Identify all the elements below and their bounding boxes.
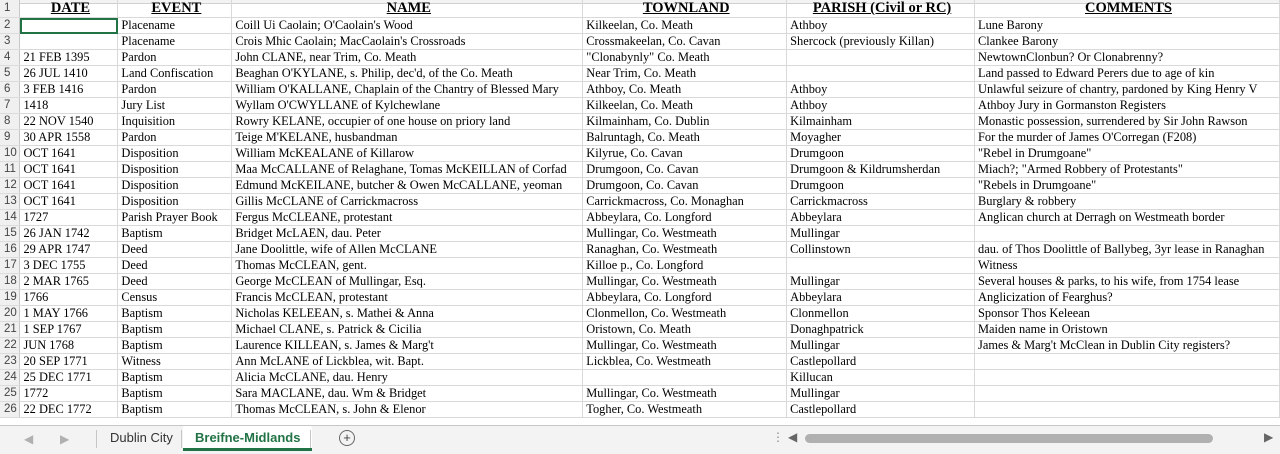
cell-name[interactable]: William McKEALANE of Killarow <box>232 146 583 162</box>
cell-comments[interactable]: Several houses & parks, to his wife, from 1754 lease <box>975 274 1280 290</box>
cell-townland[interactable]: Abbeylara, Co. Longford <box>583 210 787 226</box>
cell-comments[interactable]: Witness <box>975 258 1280 274</box>
cell-comments[interactable]: Miach?; "Armed Robbery of Protestants" <box>975 162 1280 178</box>
cell-date[interactable]: 2 MAR 1765 <box>20 274 118 290</box>
table-row <box>0 306 1280 322</box>
row-number[interactable]: 12 <box>0 178 20 194</box>
cell-townland[interactable]: Oristown, Co. Meath <box>583 322 787 338</box>
next-sheet-icon[interactable]: ▶ <box>60 432 70 446</box>
cell-townland[interactable]: Near Trim, Co. Meath <box>583 66 787 82</box>
cell-name[interactable]: Francis McCLEAN, protestant <box>232 290 583 306</box>
cell-date[interactable]: 25 DEC 1771 <box>20 370 118 386</box>
cell-townland[interactable]: Togher, Co. Westmeath <box>583 402 787 418</box>
cell-event[interactable]: Witness <box>118 354 232 370</box>
row-number[interactable]: 24 <box>0 370 20 386</box>
cell-date[interactable]: 20 SEP 1771 <box>20 354 118 370</box>
cell-parish[interactable]: Carrickmacross <box>787 194 975 210</box>
cell-parish[interactable]: Drumgoon & Kildrumsherdan <box>787 162 975 178</box>
table-row <box>0 18 1280 34</box>
tab-dublin-city[interactable]: Dublin City <box>110 430 173 445</box>
cell-name[interactable]: Teige M'KELANE, husbandman <box>232 130 583 146</box>
cell-name[interactable]: Gillis McCLANE of Carrickmacross <box>232 194 583 210</box>
horizontal-scrollbar-thumb[interactable] <box>805 434 1213 443</box>
cell-townland[interactable]: Kilyrue, Co. Cavan <box>583 146 787 162</box>
more-options-icon[interactable]: ⋮ <box>772 430 784 444</box>
header-parish[interactable]: PARISH (Civil or RC) <box>787 0 975 18</box>
tab-divider <box>310 430 311 448</box>
table-row <box>0 370 1280 386</box>
cell-townland[interactable]: Mullingar, Co. Westmeath <box>583 274 787 290</box>
cell-event[interactable]: Disposition <box>118 194 232 210</box>
cell-townland[interactable]: Killoe p., Co. Longford <box>583 258 787 274</box>
header-date[interactable]: DATE <box>20 0 118 18</box>
scroll-right-icon[interactable]: ▶ <box>1264 430 1274 444</box>
cell-comments[interactable]: Burglary & robbery <box>975 194 1280 210</box>
table-row <box>0 242 1280 258</box>
row-number[interactable]: 20 <box>0 306 20 322</box>
cell-event[interactable]: Inquisition <box>118 114 232 130</box>
cell-date[interactable]: 1418 <box>20 98 118 114</box>
prev-sheet-icon[interactable]: ◀ <box>24 432 34 446</box>
cell-comments[interactable] <box>975 402 1280 418</box>
cell-name[interactable]: Beaghan O'KYLANE, s. Philip, dec'd, of the Co. Meath <box>232 66 583 82</box>
cell-date[interactable]: 3 DEC 1755 <box>20 258 118 274</box>
cell-date[interactable]: 1 MAY 1766 <box>20 306 118 322</box>
row-number[interactable]: 16 <box>0 242 20 258</box>
cell-name[interactable]: Nicholas KELEEAN, s. Mathei & Anna <box>232 306 583 322</box>
cell-parish[interactable]: Killucan <box>787 370 975 386</box>
cell-townland[interactable]: Mullingar, Co. Westmeath <box>583 386 787 402</box>
cell-event[interactable]: Baptism <box>118 306 232 322</box>
cell-parish[interactable]: Collinstown <box>787 242 975 258</box>
cell-date[interactable] <box>20 18 118 34</box>
cell-townland[interactable]: Clonmellon, Co. Westmeath <box>583 306 787 322</box>
cell-townland[interactable]: Carrickmacross, Co. Monaghan <box>583 194 787 210</box>
cell-comments[interactable]: Athboy Jury in Gormanston Registers <box>975 98 1280 114</box>
cell-event[interactable]: Baptism <box>118 386 232 402</box>
cell-townland[interactable] <box>583 370 787 386</box>
header-name[interactable]: NAME <box>232 0 583 18</box>
cell-date[interactable]: 1766 <box>20 290 118 306</box>
cell-date[interactable]: OCT 1641 <box>20 194 118 210</box>
cell-event[interactable]: Parish Prayer Book <box>118 210 232 226</box>
cell-townland[interactable]: Crossmakeelan, Co. Cavan <box>583 34 787 50</box>
cell-townland[interactable]: Mullingar, Co. Westmeath <box>583 338 787 354</box>
table-row <box>0 274 1280 290</box>
cell-date[interactable]: 1772 <box>20 386 118 402</box>
cell-date[interactable]: OCT 1641 <box>20 146 118 162</box>
cell-townland[interactable]: Kilmainham, Co. Dublin <box>583 114 787 130</box>
table-row <box>0 354 1280 370</box>
cell-name[interactable]: John CLANE, near Trim, Co. Meath <box>232 50 583 66</box>
row-number[interactable]: 15 <box>0 226 20 242</box>
cell-date[interactable]: 26 JAN 1742 <box>20 226 118 242</box>
row-number[interactable]: 11 <box>0 162 20 178</box>
cell-event[interactable]: Baptism <box>118 338 232 354</box>
table-row <box>0 386 1280 402</box>
cell-comments[interactable]: Anglicization of Fearghus? <box>975 290 1280 306</box>
add-sheet-icon[interactable]: + <box>339 430 355 446</box>
cell-name[interactable]: Edmund McKEILANE, butcher & Owen McCALLANE, yeoman <box>232 178 583 194</box>
table-row <box>0 226 1280 242</box>
cell-event[interactable]: Baptism <box>118 322 232 338</box>
cell-event[interactable]: Disposition <box>118 146 232 162</box>
table-row <box>0 290 1280 306</box>
sheet-tab-bar <box>0 425 1280 454</box>
tab-divider <box>96 430 97 448</box>
row-number[interactable]: 8 <box>0 114 20 130</box>
cell-date[interactable]: 1 SEP 1767 <box>20 322 118 338</box>
table-row <box>0 258 1280 274</box>
cell-parish[interactable]: Abbeylara <box>787 210 975 226</box>
row-number[interactable]: 23 <box>0 354 20 370</box>
cell-comments[interactable] <box>975 226 1280 242</box>
row-number[interactable]: 7 <box>0 98 20 114</box>
cell-comments[interactable]: Land passed to Edward Perers due to age of kin <box>975 66 1280 82</box>
table-row <box>0 130 1280 146</box>
table-row <box>0 34 1280 50</box>
cell-townland[interactable]: Athboy, Co. Meath <box>583 82 787 98</box>
cell-townland[interactable]: Balruntagh, Co. Meath <box>583 130 787 146</box>
table-row <box>0 322 1280 338</box>
cell-event[interactable]: Deed <box>118 258 232 274</box>
cell-event[interactable]: Land Confiscation <box>118 66 232 82</box>
cell-parish[interactable]: Castlepollard <box>787 402 975 418</box>
cell-name[interactable]: Coill Ui Caolain; O'Caolain's Wood <box>232 18 583 34</box>
cell-date[interactable]: 1727 <box>20 210 118 226</box>
cell-event[interactable]: Placename <box>118 18 232 34</box>
tab-breifne-midlands[interactable]: Breifne-Midlands <box>183 426 312 451</box>
tab-divider <box>181 430 182 448</box>
cell-event[interactable]: Census <box>118 290 232 306</box>
cell-parish[interactable]: Clonmellon <box>787 306 975 322</box>
row-number[interactable]: 3 <box>0 34 20 50</box>
cell-event[interactable]: Placename <box>118 34 232 50</box>
scroll-left-icon[interactable]: ◀ <box>788 430 798 444</box>
cell-name[interactable]: Thomas McCLEAN, gent. <box>232 258 583 274</box>
cell-date[interactable]: 21 FEB 1395 <box>20 50 118 66</box>
cell-townland[interactable]: Drumgoon, Co. Cavan <box>583 162 787 178</box>
cell-name[interactable]: Laurence KILLEAN, s. James & Marg't <box>232 338 583 354</box>
table-row <box>0 162 1280 178</box>
cell-comments[interactable]: James & Marg't McClean in Dublin City registers? <box>975 338 1280 354</box>
table-row <box>0 98 1280 114</box>
cell-parish[interactable]: Mullingar <box>787 226 975 242</box>
cell-event[interactable]: Disposition <box>118 178 232 194</box>
cell-date[interactable] <box>20 34 118 50</box>
cell-comments[interactable]: dau. of Thos Doolittle of Ballybeg, 3yr lease in Ranaghan <box>975 242 1280 258</box>
header-row <box>0 0 1280 18</box>
cell-name[interactable]: Bridget McLAEN, dau. Peter <box>232 226 583 242</box>
cell-name[interactable]: William O'KALLANE, Chaplain of the Chantry of Blessed Mary <box>232 82 583 98</box>
cell-comments[interactable] <box>975 386 1280 402</box>
header-event[interactable]: EVENT <box>118 0 232 18</box>
cell-parish[interactable]: Moyagher <box>787 130 975 146</box>
cell-date[interactable]: OCT 1641 <box>20 162 118 178</box>
cell-parish[interactable]: Abbeylara <box>787 290 975 306</box>
header-townland[interactable]: TOWNLAND <box>583 0 787 18</box>
row-number[interactable]: 21 <box>0 322 20 338</box>
cell-townland[interactable]: Ranaghan, Co. Westmeath <box>583 242 787 258</box>
table-row <box>0 194 1280 210</box>
cell-townland[interactable]: Mullingar, Co. Westmeath <box>583 226 787 242</box>
cell-comments[interactable]: NewtownClonbun? Or Clonabrenny? <box>975 50 1280 66</box>
cell-parish[interactable]: Mullingar <box>787 274 975 290</box>
cell-name[interactable]: Thomas McCLEAN, s. John & Elenor <box>232 402 583 418</box>
cell-date[interactable]: 22 NOV 1540 <box>20 114 118 130</box>
row-number[interactable]: 10 <box>0 146 20 162</box>
row-number[interactable]: 25 <box>0 386 20 402</box>
cell-comments[interactable] <box>975 354 1280 370</box>
cell-parish[interactable] <box>787 66 975 82</box>
row-number[interactable]: 1 <box>0 0 20 18</box>
row-number[interactable]: 17 <box>0 258 20 274</box>
cell-event[interactable]: Baptism <box>118 370 232 386</box>
cell-townland[interactable]: Abbeylara, Co. Longford <box>583 290 787 306</box>
cell-parish[interactable]: Athboy <box>787 82 975 98</box>
row-number[interactable]: 6 <box>0 82 20 98</box>
cell-name[interactable]: Sara MACLANE, dau. Wm & Bridget <box>232 386 583 402</box>
cell-event[interactable]: Deed <box>118 274 232 290</box>
cell-parish[interactable] <box>787 50 975 66</box>
cell-name[interactable]: George McCLEAN of Mullingar, Esq. <box>232 274 583 290</box>
row-number[interactable]: 5 <box>0 66 20 82</box>
cell-comments[interactable] <box>975 370 1280 386</box>
table-row <box>0 114 1280 130</box>
table-row <box>0 338 1280 354</box>
row-number[interactable]: 19 <box>0 290 20 306</box>
cell-event[interactable]: Pardon <box>118 130 232 146</box>
row-number[interactable]: 9 <box>0 130 20 146</box>
cell-parish[interactable]: Castlepollard <box>787 354 975 370</box>
cell-event[interactable]: Disposition <box>118 162 232 178</box>
cell-comments[interactable]: "Rebel in Drumgoane" <box>975 146 1280 162</box>
cell-townland[interactable]: Kilkeelan, Co. Meath <box>583 18 787 34</box>
row-number[interactable]: 26 <box>0 402 20 418</box>
cell-townland[interactable]: Lickblea, Co. Westmeath <box>583 354 787 370</box>
table-row <box>0 146 1280 162</box>
cell-name[interactable]: Wyllam O'CWYLLANE of Kylchewlane <box>232 98 583 114</box>
cell-event[interactable]: Pardon <box>118 50 232 66</box>
row-number[interactable]: 22 <box>0 338 20 354</box>
cell-name[interactable]: Maa McCALLANE of Relaghane, Tomas McKEILLAN of Corfad <box>232 162 583 178</box>
cell-parish[interactable] <box>787 258 975 274</box>
cell-date[interactable]: 29 APR 1747 <box>20 242 118 258</box>
cell-comments[interactable]: Lune Barony <box>975 18 1280 34</box>
cell-event[interactable]: Pardon <box>118 82 232 98</box>
cell-townland[interactable]: "Clonabynly" Co. Meath <box>583 50 787 66</box>
cell-name[interactable]: Michael CLANE, s. Patrick & Cicilia <box>232 322 583 338</box>
row-number[interactable]: 4 <box>0 50 20 66</box>
cell-parish[interactable]: Athboy <box>787 98 975 114</box>
table-row <box>0 402 1280 418</box>
cell-name[interactable]: Jane Doolittle, wife of Allen McCLANE <box>232 242 583 258</box>
cell-parish[interactable]: Donaghpatrick <box>787 322 975 338</box>
cell-townland[interactable]: Drumgoon, Co. Cavan <box>583 178 787 194</box>
cell-date[interactable]: 30 APR 1558 <box>20 130 118 146</box>
cell-parish[interactable]: Drumgoon <box>787 146 975 162</box>
cell-parish[interactable]: Athboy <box>787 18 975 34</box>
cell-comments[interactable]: Maiden name in Oristown <box>975 322 1280 338</box>
cell-event[interactable]: Jury List <box>118 98 232 114</box>
cell-townland[interactable]: Kilkeelan, Co. Meath <box>583 98 787 114</box>
cell-name[interactable]: Alicia McCLANE, dau. Henry <box>232 370 583 386</box>
cell-date[interactable]: OCT 1641 <box>20 178 118 194</box>
cell-name[interactable]: Ann McLANE of Lickblea, wit. Bapt. <box>232 354 583 370</box>
cell-comments[interactable]: Unlawful seizure of chantry, pardoned by King Henry V <box>975 82 1280 98</box>
table-row <box>0 82 1280 98</box>
cell-parish[interactable]: Mullingar <box>787 386 975 402</box>
cell-date[interactable]: 26 JUL 1410 <box>20 66 118 82</box>
cell-parish[interactable]: Kilmainham <box>787 114 975 130</box>
cell-name[interactable]: Rowry KELANE, occupier of one house on priory land <box>232 114 583 130</box>
cell-event[interactable]: Deed <box>118 242 232 258</box>
cell-parish[interactable]: Drumgoon <box>787 178 975 194</box>
cell-date[interactable]: 3 FEB 1416 <box>20 82 118 98</box>
cell-comments[interactable]: Clankee Barony <box>975 34 1280 50</box>
cell-comments[interactable]: For the murder of James O'Corregan (F208) <box>975 130 1280 146</box>
cell-name[interactable]: Fergus McCLEANE, protestant <box>232 210 583 226</box>
table-row <box>0 210 1280 226</box>
row-number[interactable]: 2 <box>0 18 20 34</box>
cell-comments[interactable]: "Rebels in Drumgoane" <box>975 178 1280 194</box>
cell-name[interactable]: Crois Mhic Caolain; MacCaolain's Crossroads <box>232 34 583 50</box>
table-row <box>0 50 1280 66</box>
cell-parish[interactable]: Mullingar <box>787 338 975 354</box>
row-number[interactable]: 13 <box>0 194 20 210</box>
row-number[interactable]: 14 <box>0 210 20 226</box>
cell-date[interactable]: 22 DEC 1772 <box>20 402 118 418</box>
header-comments[interactable]: COMMENTS <box>975 0 1280 18</box>
cell-comments[interactable]: Anglican church at Derragh on Westmeath border <box>975 210 1280 226</box>
cell-event[interactable]: Baptism <box>118 226 232 242</box>
table-row <box>0 66 1280 82</box>
row-number[interactable]: 18 <box>0 274 20 290</box>
cell-comments[interactable]: Sponsor Thos Keleean <box>975 306 1280 322</box>
cell-parish[interactable]: Shercock (previously Killan) <box>787 34 975 50</box>
cell-event[interactable]: Baptism <box>118 402 232 418</box>
table-row <box>0 178 1280 194</box>
cell-comments[interactable]: Monastic possession, surrendered by Sir John Rawson <box>975 114 1280 130</box>
cell-date[interactable]: JUN 1768 <box>20 338 118 354</box>
